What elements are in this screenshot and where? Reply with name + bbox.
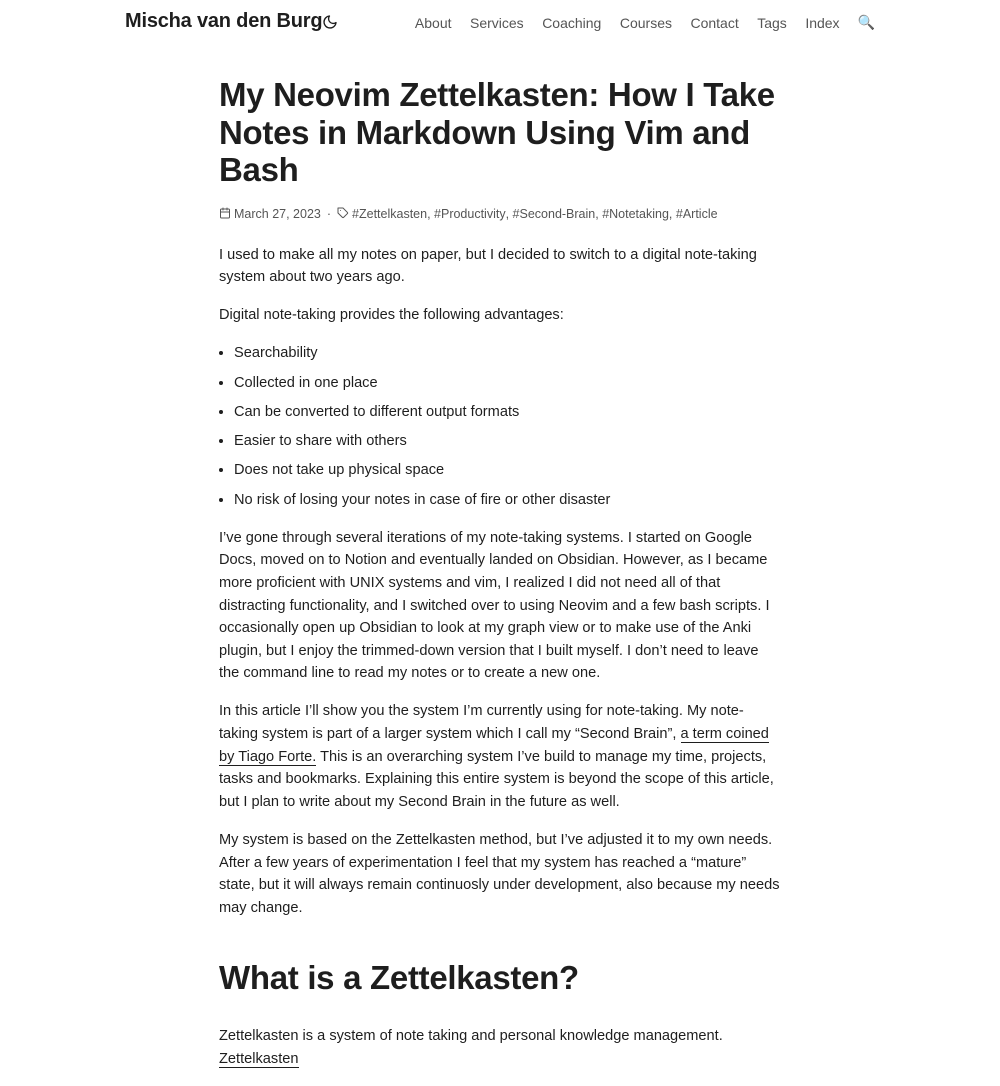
zettelkasten-link[interactable]: Zettelkasten — [219, 1050, 299, 1067]
list-item: • No risk of losing your notes in case of fire or other disaster — [234, 489, 781, 512]
tag-link-notetaking[interactable]: #Notetaking — [602, 207, 669, 221]
nav-services[interactable]: Services — [470, 14, 524, 31]
paragraph-text: Zettelkasten is a system of note taking and personal knowledge management. — [219, 1028, 723, 1045]
section-heading: What is a Zettelkasten? — [219, 959, 579, 997]
calendar-icon — [219, 207, 234, 222]
paragraph-zettelkasten-def — [219, 1025, 781, 1070]
list-item: • Does not take up physical space — [234, 459, 781, 482]
advantages-list — [219, 342, 781, 511]
site-header — [0, 0, 1000, 46]
list-item: • Searchability — [234, 342, 781, 365]
paragraph-advantages-intro: Digital note-taking provides the following advantages: — [219, 307, 564, 324]
paragraph-method: My system is based on the Zettelkasten method, but I’ve adjusted it to my own needs. After a few years of experimentation I feel that my system has reached a “mature” state, but it will always remain continuosly under development, also because my needs may change. — [219, 831, 780, 916]
site-logo-link[interactable]: Mischa van den Burg — [125, 10, 323, 32]
nav-contact[interactable]: Contact — [690, 14, 739, 31]
article-meta: March 27, 2023 · #Zettelkasten , #Productivity , #Second-Brain , #Notetaking , #Article — [219, 207, 781, 222]
article-date: March 27, 2023 — [234, 207, 321, 221]
article — [219, 76, 781, 1086]
search-icon[interactable]: 🔍 — [857, 14, 875, 30]
tag-link-second-brain[interactable]: #Second-Brain — [512, 207, 596, 221]
nav-about[interactable]: About — [414, 14, 452, 31]
paragraph-intro: I used to make all my notes on paper, but I decided to switch to a digital note-taking system about two years ago. — [219, 246, 757, 286]
nav-tags[interactable]: Tags — [757, 14, 787, 31]
tag-icon — [337, 207, 352, 222]
tiago-forte-link[interactable]: a term coined by Tiago Forte. — [219, 726, 769, 765]
tag-link-productivity[interactable]: #Productivity — [434, 207, 506, 221]
paragraph-iterations: I’ve gone through several iterations of my note-taking systems. I started on Google Docs, moved on to Notion and eventually landed on Obsidian. However, as I became more proficient with UNIX systems and vim, I realized I did not need all of that distracting functionality, and I switched over to using Neovim and a few bash scripts. I occasionally open up Obsidian to look at my graph view or to make use of the Anki plugin, but I enjoy the trimmed-down version that I built myself. I don’t need to leave the command line to read my notes or to create a new one. — [219, 529, 770, 682]
nav-courses[interactable]: Courses — [619, 14, 672, 31]
meta-separator: · — [326, 207, 332, 221]
list-item: • Collected in one place — [234, 372, 781, 395]
moon-icon[interactable] — [322, 14, 338, 30]
main-nav — [415, 14, 875, 31]
list-item: • Can be converted to different output formats — [234, 401, 781, 424]
list-item: • Easier to share with others — [234, 430, 781, 453]
article-title: My Neovim Zettelkasten: How I Take Notes in Markdown Using Vim and Bash — [219, 76, 775, 188]
paragraph-second-brain — [219, 700, 781, 813]
article-body — [219, 244, 781, 1071]
nav-index[interactable]: Index — [805, 14, 840, 31]
paragraph-text: In this article I’ll show you the system I’m currently using for note-taking. My note-taking system is part of a larger system which I call my “Second Brain”, — [219, 703, 744, 743]
paragraph-text: This is an overarching system I’ve build to manage my time, projects, tasks and bookmarks. Explaining this entire system is beyond the scope of this article, but I plan to write about my Second Brain in the future as well. — [219, 748, 774, 810]
tag-link-article[interactable]: #Article — [675, 207, 718, 221]
nav-coaching[interactable]: Coaching — [542, 14, 602, 31]
tag-link-zettelkasten[interactable]: #Zettelkasten — [352, 207, 428, 221]
